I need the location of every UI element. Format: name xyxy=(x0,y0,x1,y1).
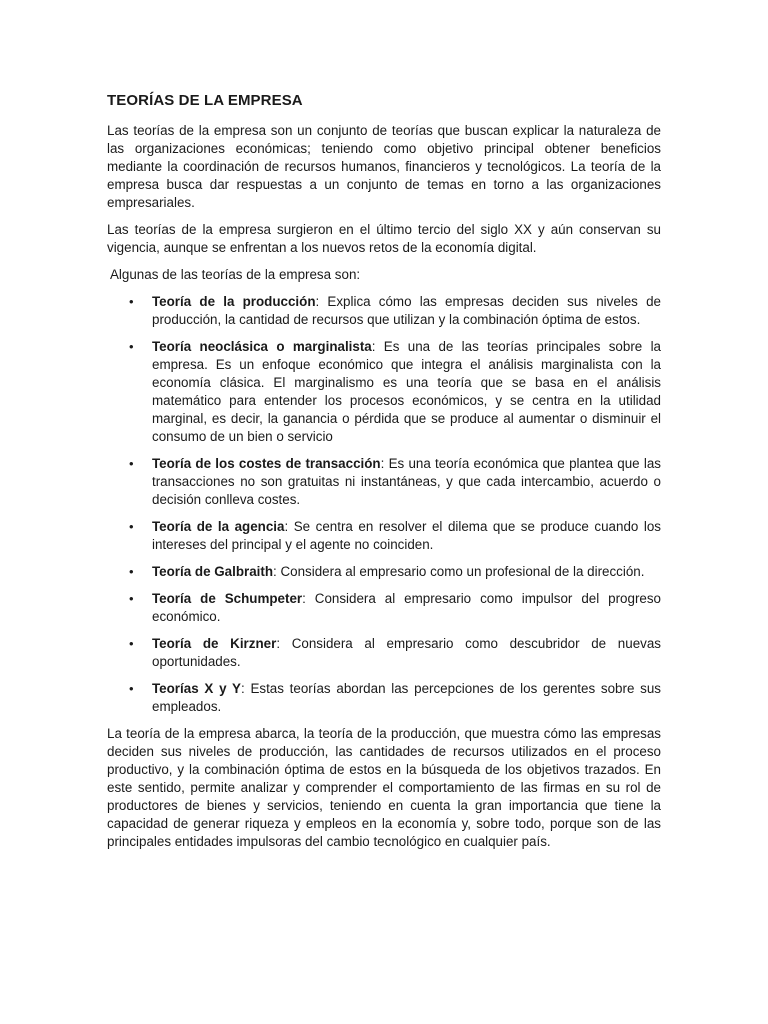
bullet-icon: • xyxy=(129,294,134,309)
theory-term: Teoría de Schumpeter xyxy=(152,591,303,606)
bullet-icon: • xyxy=(129,339,134,354)
bullet-icon: • xyxy=(129,456,134,471)
theory-description: : Se centra en resolver el dilema que se produce cuando los intereses del principal y el agente no coinciden. xyxy=(152,519,661,552)
list-item-produccion xyxy=(107,293,661,329)
theory-term: Teoría de los costes de transacción xyxy=(152,456,381,471)
list-item-teorias-x-y xyxy=(107,680,661,716)
bullet-icon: • xyxy=(129,681,134,696)
list-item-costes-transaccion xyxy=(107,455,661,509)
theory-description: : Considera al empresario como impulsor del progreso económico. xyxy=(152,591,661,624)
list-item-neoclasica xyxy=(107,338,661,446)
list-item-agencia xyxy=(107,518,661,554)
theory-description: : Considera al empresario como un profesional de la dirección. xyxy=(273,564,645,579)
intro-paragraph-2: Las teorías de la empresa surgieron en el último tercio del siglo XX y aún conservan su vigencia, aunque se enfrentan a los nuevos retos de la economía digital. xyxy=(107,222,661,255)
theory-term: Teoría de la producción xyxy=(152,294,316,309)
closing-paragraph: La teoría de la empresa abarca, la teoría de la producción, que muestra cómo las empresas deciden sus niveles de producción, las cantidades de recursos utilizados en el proceso productivo, y la combinación óptima de estos en la búsqueda de los objetivos trazados. En este sentido, permite analizar y comprender el comportamiento de las firmas en su rol de productores de bienes y servicios, teniendo en cuenta la gran importancia que tiene la capacidad de generar riqueza y empleos en la economía y, sobre todo, porque son de las principales entidades impulsoras del cambio tecnológico en cualquier país. xyxy=(107,726,661,849)
bullet-icon: • xyxy=(129,564,134,579)
theory-term: Teoría neoclásica o marginalista xyxy=(152,339,372,354)
theory-term: Teoría de Galbraith xyxy=(152,564,274,579)
document-title: TEORÍAS DE LA EMPRESA xyxy=(107,92,303,109)
theory-description: : Es una teoría económica que plantea que las transacciones no son gratuitas ni instantáneas, y que cada intercambio, acuerdo o decisión conlleva costes. xyxy=(152,456,661,507)
theory-term: Teoría de la agencia xyxy=(152,519,285,534)
bullet-icon: • xyxy=(129,519,134,534)
list-intro: Algunas de las teorías de la empresa son: xyxy=(110,267,361,282)
list-item-kirzner xyxy=(107,635,661,671)
intro-paragraph-1: Las teorías de la empresa son un conjunto de teorías que buscan explicar la naturaleza de las organizaciones económicas; teniendo como objetivo principal obtener beneficios mediante la coordinación de recursos humanos, financieros y tecnológicos. La teoría de la empresa busca dar respuestas a un conjunto de temas en torno a las organizaciones empresariales. xyxy=(107,123,661,210)
theory-description: : Es una de las teorías principales sobre la empresa. Es un enfoque económico que integra el análisis marginalista con la economía clásica. El marginalismo es una teoría que se basa en el análisis matemático para entender los procesos económicos, y se centra en la utilidad marginal, es decir, la ganancia o pérdida que se produce al aumentar o disminuir el consumo de un bien o servicio xyxy=(152,339,661,444)
bullet-icon: • xyxy=(129,591,134,606)
bullet-icon: • xyxy=(129,636,134,651)
theories-list xyxy=(107,293,661,716)
theory-term: Teorías X y Y xyxy=(152,681,241,696)
theory-description: : Considera al empresario como descubridor de nuevas oportunidades. xyxy=(152,636,661,669)
list-item-galbraith xyxy=(107,563,661,581)
theory-term: Teoría de Kirzner xyxy=(152,636,277,651)
theory-description: : Explica cómo las empresas deciden sus niveles de producción, la cantidad de recursos que utilizan y la combinación óptima de estos. xyxy=(152,294,661,327)
theory-description: : Estas teorías abordan las percepciones de los gerentes sobre sus empleados. xyxy=(152,681,661,714)
list-item-schumpeter xyxy=(107,590,661,626)
